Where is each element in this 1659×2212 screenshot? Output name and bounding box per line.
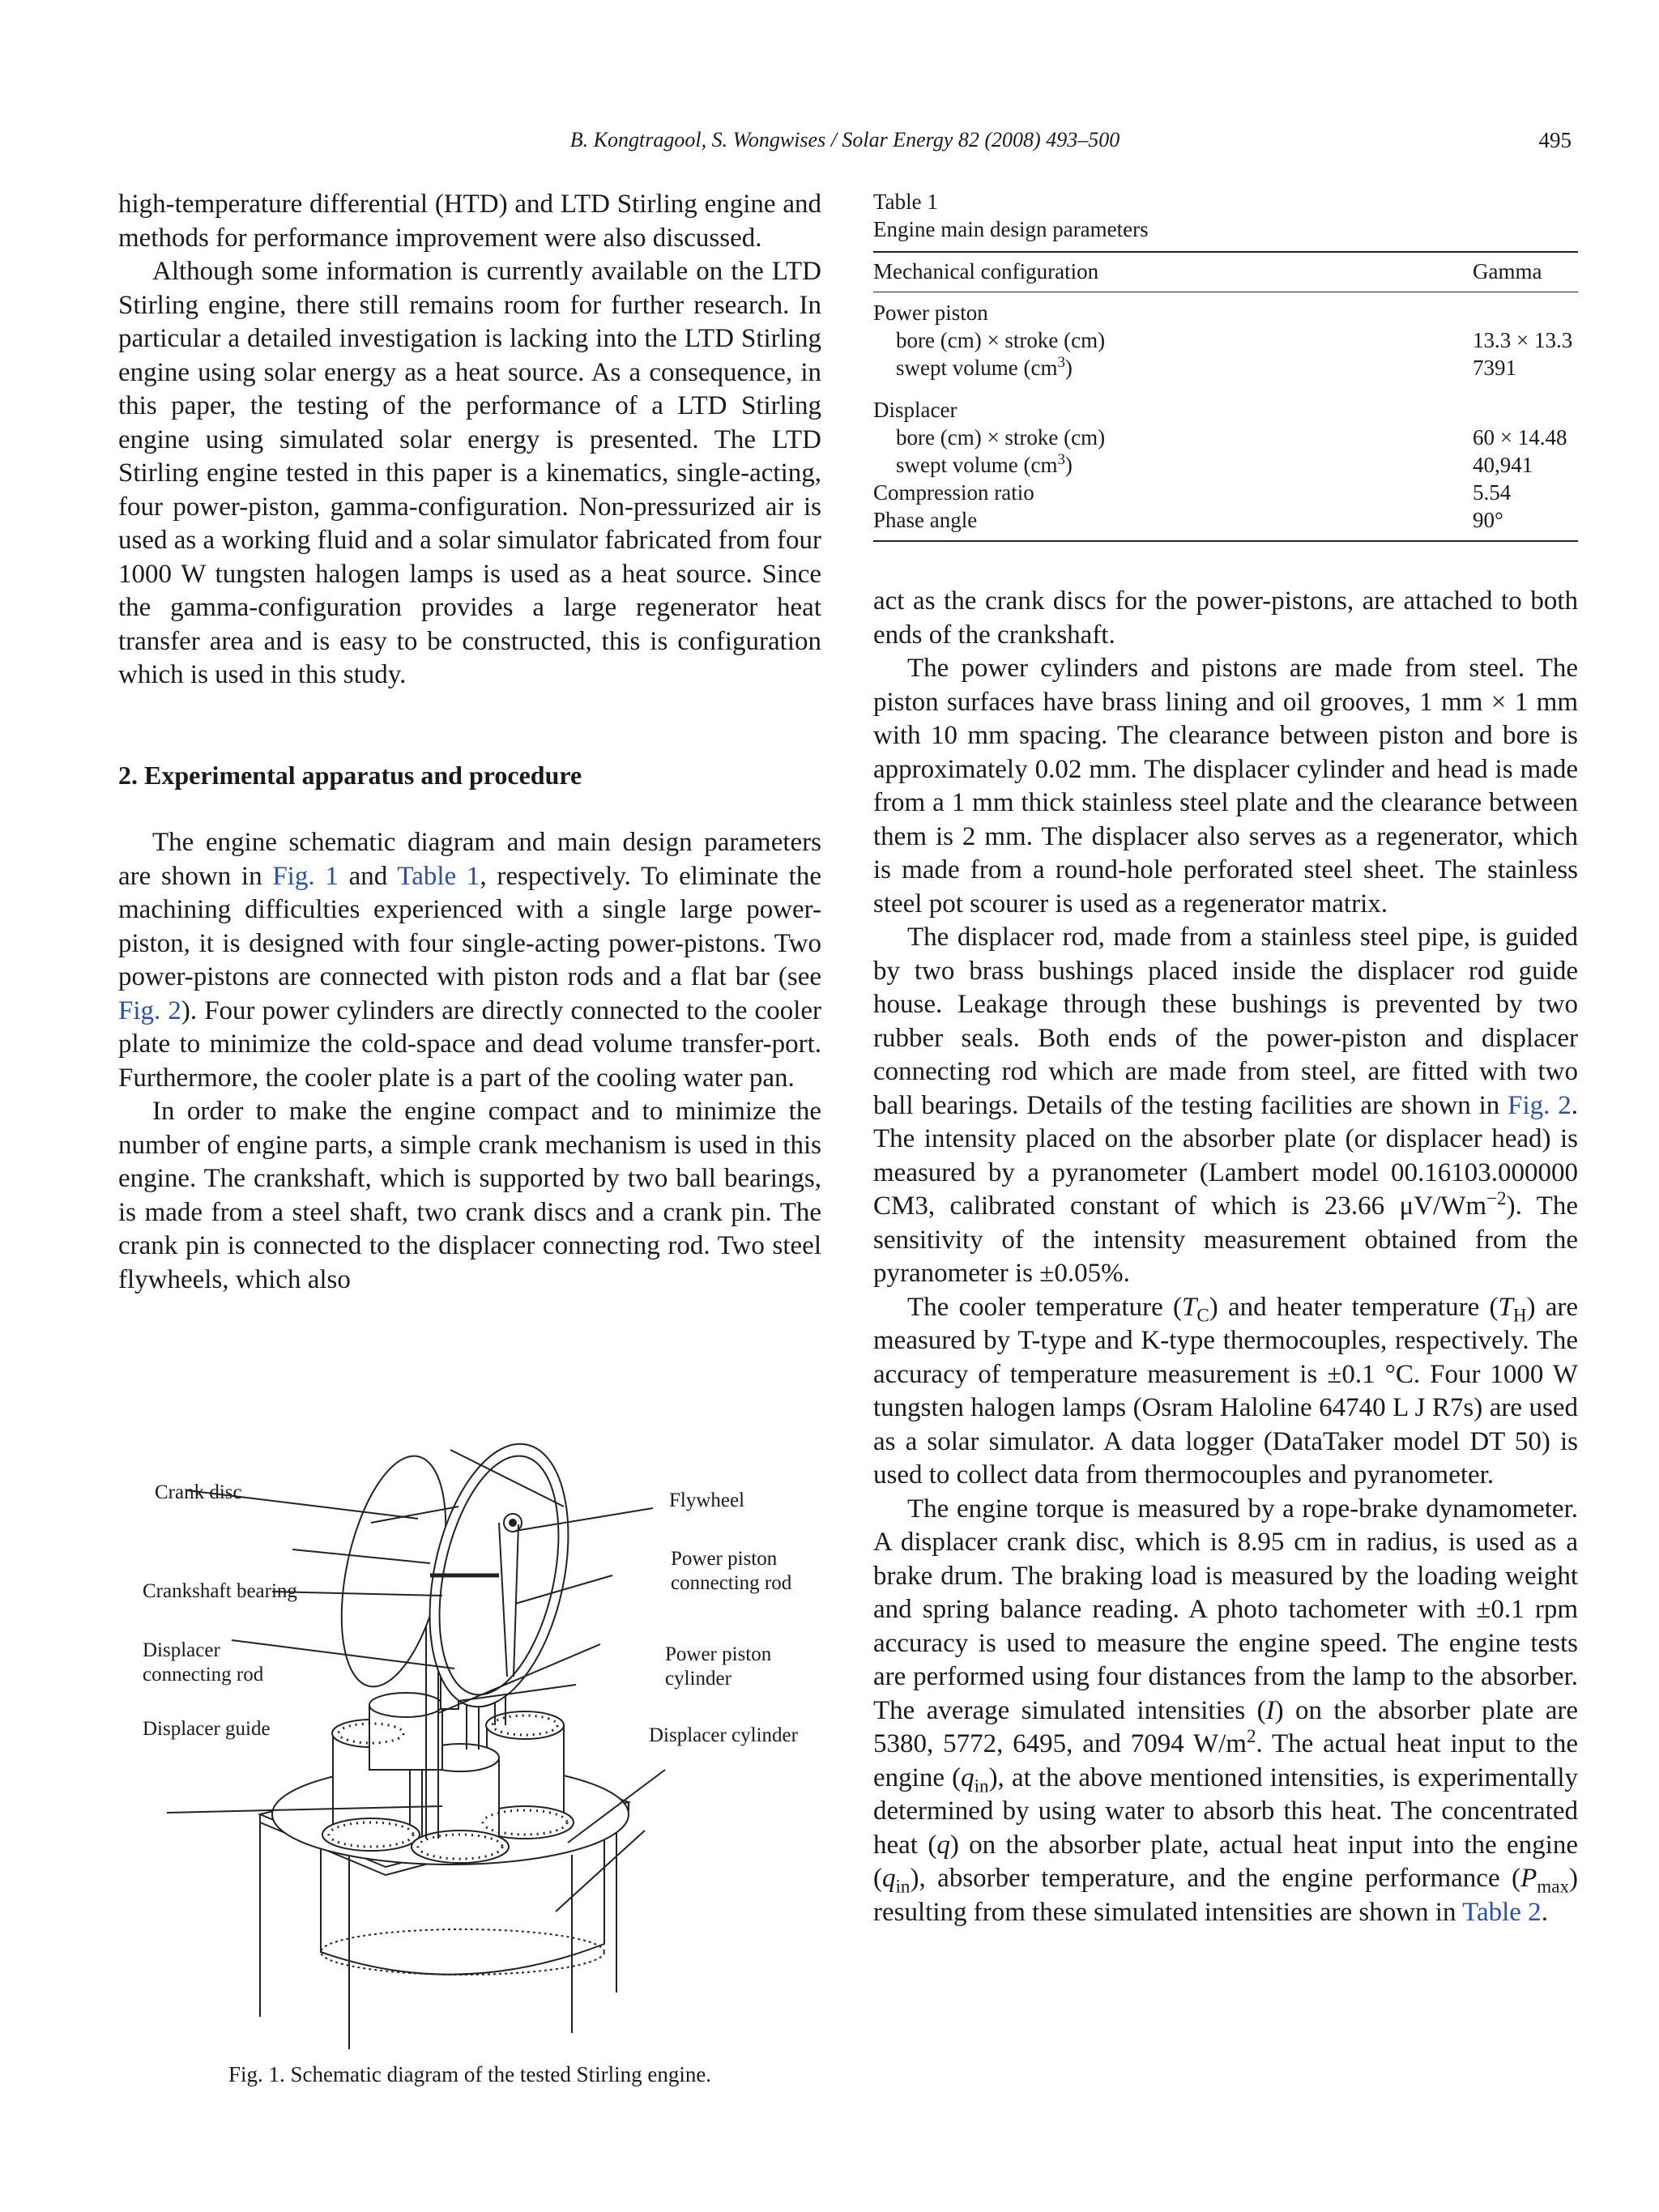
figure-label: Crank disc bbox=[155, 1481, 242, 1503]
table-link[interactable]: Table 2 bbox=[1462, 1897, 1542, 1927]
table-row: Phase angle 90° bbox=[873, 508, 1503, 532]
table-row: swept volume $(cm^3)$ 40,941 bbox=[896, 451, 1533, 477]
table-row: bore (cm) × stroke (cm) 60 × 14.48 bbox=[896, 425, 1567, 450]
paragraph: high-temperature differential (HTD) and LTD Stirling engine and methods for performance improvement were also discussed. bbox=[118, 190, 821, 253]
paragraph: The power cylinders and pistons are made from steel. The piston surfaces have brass lining and oil grooves, 1 mm × 1 mm with 10 mm spacing. The clearance between piston and bore is approximately 0.02 mm. The displacer cylinder and head is made from a 1 mm thick stainless steel plate and the clearance between them is 2 mm. The displacer also serves as a regenerator, which is made from a round-hole perforated steel sheet. The stainless steel pot scourer is used as a regenerator matrix. bbox=[873, 654, 1578, 918]
table-label: Table 1 bbox=[873, 190, 938, 214]
figure-label: Displacer guide bbox=[143, 1718, 271, 1740]
figure-label: Displacer cylinder bbox=[649, 1724, 798, 1746]
table-rule bbox=[873, 251, 1578, 253]
paragraph: The displacer rod, made from a stainless steel pipe, is guided by two brass bushings placed inside the displacer rod guide house. Leakage through these bushings is prevented by two rubber seals. Both ends of the power-piston and displacer connecting rod which are made from steel, are fitted with two ball bearings. Details of the testing facilities are shown in Fig. 2. The intensity placed on the absorber plate (or displacer head) is measured by a pyranometer (Lambert model 00.16103.000000 CM3, calibrated constant of which is 23.66 $\mu V/Wm^{-2}$). The sensitivity of the intensity measurement obtained from the pyranometer is ±0.05%. bbox=[873, 923, 1578, 1288]
figure-label: Power piston bbox=[665, 1643, 772, 1665]
table-header-row bbox=[873, 258, 1578, 285]
paragraph: The engine schematic diagram and main design parameters are shown in Fig. 1 and Table 1, respectively. To eliminate the machining difficulties experienced with a single large power-piston, it is designed with four single-acting power-pistons. Two power-pistons are connected with piston rods and a flat bar (see Fig. 2). Four power cylinders are directly connected to the cooler plate to minimize the cold-space and dead volume transfer-port. Furthermore, the cooler plate is a part of the cooling water pan. bbox=[118, 828, 821, 1093]
figure-link[interactable]: Fig. 2 bbox=[1508, 1090, 1572, 1120]
figure-caption: Fig. 1. Schematic diagram of the tested Stirling engine. bbox=[228, 2062, 712, 2086]
table-row: Displacer bbox=[873, 398, 957, 422]
table-row: Compression ratio 5.54 bbox=[873, 480, 1512, 505]
figure-label: Displacer bbox=[143, 1639, 220, 1661]
table-header-cell: Mechanical configuration bbox=[873, 259, 1099, 283]
figure-label: Flywheel bbox=[669, 1490, 745, 1511]
figure-label: cylinder bbox=[665, 1668, 731, 1690]
figure-link[interactable]: Fig. 1 bbox=[272, 861, 339, 891]
running-head: B. Kongtragool, S. Wongwises / Solar Energy 82 (2008) 493–500 bbox=[569, 128, 1120, 151]
paragraph: Although some information is currently available on the LTD Stirling engine, there still remains room for further research. In particular a detailed investigation is lacking into the LTD Stirling engine using solar energy as a heat source. As a consequence, in this paper, the testing of the performance of a LTD Stirling engine using simulated solar energy is presented. The LTD Stirling engine tested in this paper is a kinematics, single-acting, four power-piston, gamma-configuration. Non-pressurized air is used as a working fluid and a solar simulator fabricated from four 1000 W tungsten halogen lamps is used as a heat source. Since the gamma-configuration provides a large regenerator heat transfer area and is easy to be constructed, this is configuration which is used in this study. bbox=[118, 257, 821, 689]
table-link[interactable]: Table 1 bbox=[397, 861, 480, 891]
table-row: swept volume $(cm^3)$ 7391 bbox=[896, 354, 1516, 380]
table-row: Power piston bbox=[873, 300, 988, 325]
figure-link[interactable]: Fig. 2 bbox=[118, 995, 181, 1025]
figure-label: connecting rod bbox=[143, 1664, 264, 1686]
paragraph: act as the crank discs for the power-pistons, are attached to both ends of the crankshaft. bbox=[873, 586, 1578, 650]
section-heading: 2. Experimental apparatus and procedure bbox=[118, 760, 582, 790]
figure-label: Power piston bbox=[671, 1548, 778, 1570]
paragraph: In order to make the engine compact and to minimize the number of engine parts, a simple crank mechanism is used in this engine. The crankshaft, which is supported by two ball bearings, is made from a steel shaft, two crank discs and a crank pin. The crank pin is connected to the displacer connecting rod. Two steel flywheels, which also bbox=[118, 1097, 821, 1294]
figure-1 bbox=[118, 1434, 821, 2098]
figure-label: connecting rod bbox=[671, 1572, 792, 1594]
table-1 bbox=[873, 188, 1578, 542]
paragraph: The cooler temperature $(T_C)$ and heater temperature $(T_H)$ are measured by T-type and K-type thermocouples, respectively. The accuracy of temperature measurement is ±0.1 °C. Four 1000 W tungsten halogen lamps (Osram Haloline 64740 L J R7s) are used as a solar simulator. A data logger (DataTaker model DT 50) is used to collect data from thermocouples and pyranometer. bbox=[873, 1292, 1578, 1490]
figure-label: Crankshaft bearing bbox=[143, 1580, 297, 1602]
paragraph: The engine torque is measured by a rope-brake dynamometer. A displacer crank disc, which is 8.95 cm in radius, is used as a brake drum. The braking load is measured by the loading weight and spring balance reading. A photo tachometer with ±0.1 rpm accuracy is used to measure the engine speed. The engine tests are performed using four distances from the lamp to the absorber. The average simulated intensities (I) on the absorber plate are 5380, 5772, 6495, and 7094 $W/m^2$. The actual heat input to the engine $(q_{in})$, at the above mentioned intensities, is experimentally determined by using water to absorb this heat. The concentrated heat (q) on the absorber plate, actual heat input into the engine $(q_{in})$, absorber temperature, and the engine performance $(P_{max})$ resulting from these simulated intensities are shown in Table 2. bbox=[873, 1494, 1578, 1927]
table-row: bore (cm) × stroke (cm) 13.3 × 13.3 bbox=[896, 328, 1573, 352]
table-header-cell: Gamma bbox=[1473, 259, 1542, 283]
table-title: Engine main design parameters bbox=[873, 217, 1149, 241]
page-number: 495 bbox=[1538, 128, 1572, 152]
right-column bbox=[873, 585, 1578, 1929]
left-column bbox=[118, 188, 821, 1297]
table-rule bbox=[873, 540, 1578, 542]
